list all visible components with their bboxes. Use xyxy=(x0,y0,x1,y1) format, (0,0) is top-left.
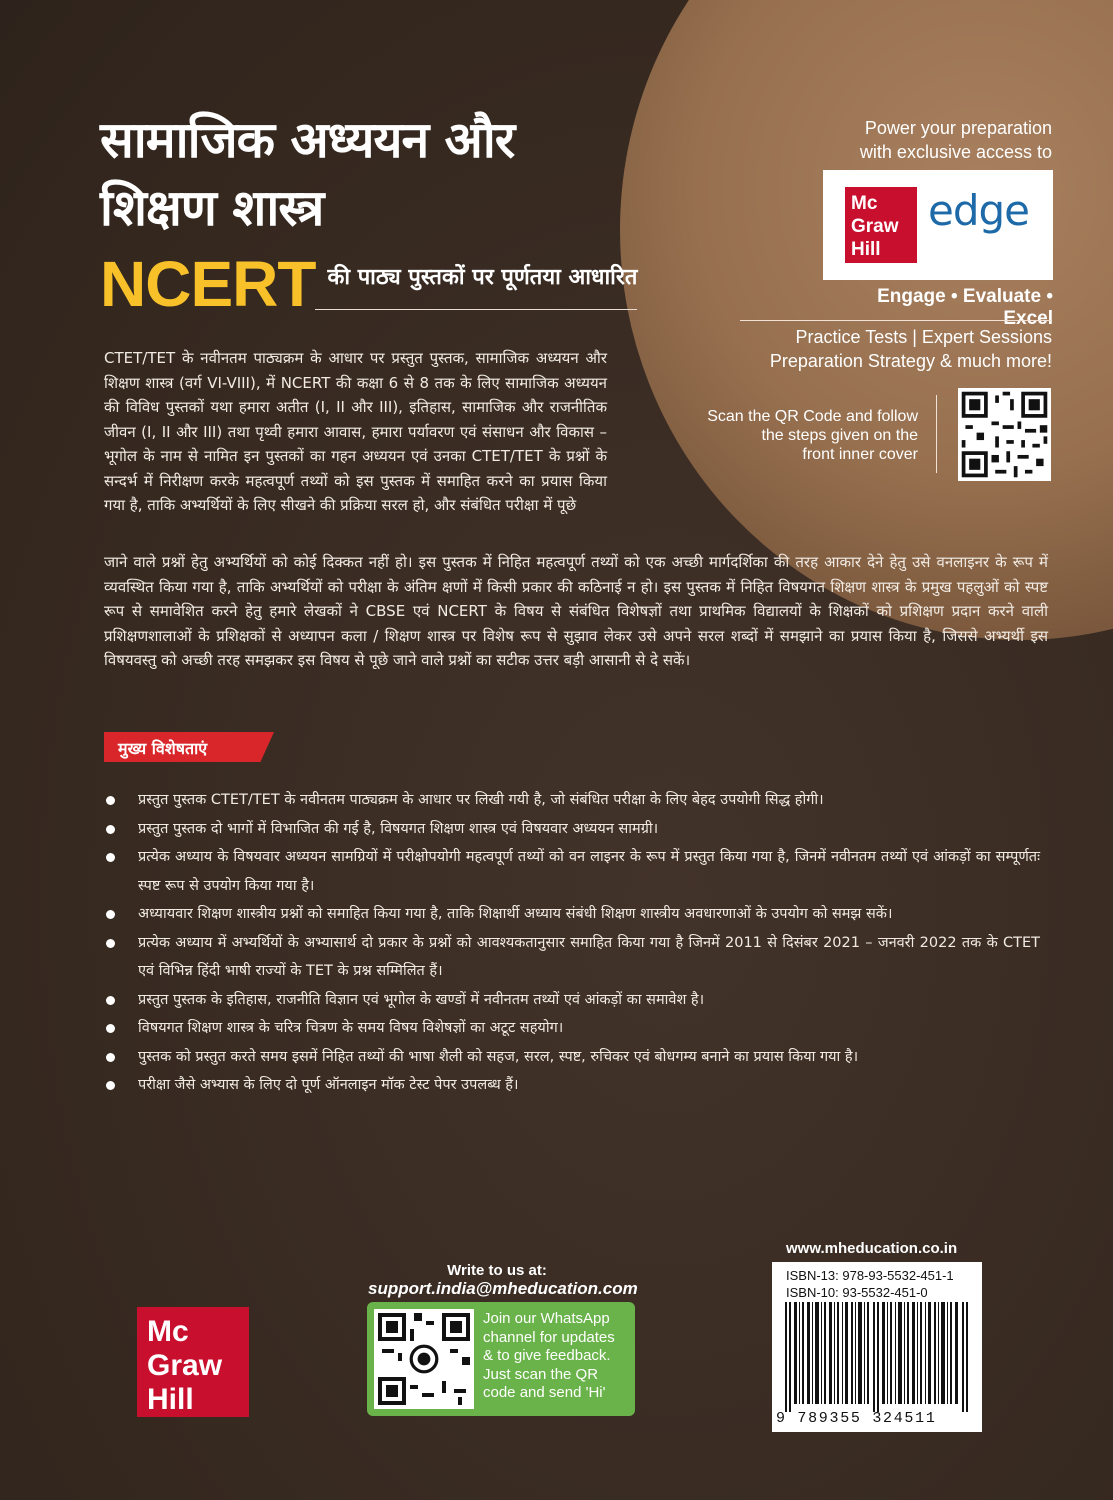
list-item-text: प्रस्तुत पुस्तक के इतिहास, राजनीति विज्ञान एवं भूगोल के खण्डों में नवीनतम तथ्यों एवं आंकड़ों का समावेश है। xyxy=(138,991,705,1008)
description-part-1: CTET/TET के नवीनतम पाठ्यक्रम के आधार पर प्रस्तुत पुस्तक, सामाजिक अध्ययन और शिक्षण शास्त्र (वर्ग VI-VIII), में NCERT की कक्षा 6 से 8 तक के लिए सामाजिक अध्ययन की विविध पुस्तकों यथा हमारा अतीत (I, II और III), इतिहास, सामाजिक और राजनीतिक जीवन (I, II और III) तथा पृथ्वी हमारा आवास, हमारा पर्यावरण एवं संसाधन और विकास – भूगोल के नाम से नामित इन पुस्तकों का गहन अध्ययन एवं उनका CTET/TET के प्रश्नों के सन्दर्भ में निरीक्षण करके महत्वपूर्ण तथ्यों को इस पुस्तक में समाहित करने का प्रयास किया गया है, ताकि अभ्यर्थियों के लिए सीखने की प्रक्रिया सरल हो, और संबंधित परीक्षा में पूछे xyxy=(104,349,607,514)
promo-intro-line-1: Power your preparation xyxy=(864,118,1052,138)
isbn-13: ISBN-13: 978-93-5532-451-1 xyxy=(786,1268,954,1283)
list-item xyxy=(104,1071,1040,1100)
list-item xyxy=(104,1043,1040,1072)
bullet-icon xyxy=(106,825,115,834)
bullet-icon xyxy=(106,1053,115,1062)
subtitle-text: की पाठ्य पुस्तकों पर पूर्णतया आधारित xyxy=(315,261,637,310)
scan-instructions xyxy=(682,407,918,464)
website-link[interactable]: www.mheducation.co.in xyxy=(786,1240,958,1257)
list-item-text: प्रत्येक अध्याय के विषयवार अध्ययन सामग्रियों में परीक्षोपयोगी महत्वपूर्ण तथ्यों को वन लाइनर के रूप में प्रस्तुत किया गया है, जिनमें नवीनतम तथ्यों एवं आंकड़ों का सम्पूर्णतः स्पष्ट रूप से उपयोग किया गया है। xyxy=(138,849,1040,894)
edge-features-line-2: Preparation Strategy & much more! xyxy=(769,351,1052,371)
edge-features xyxy=(740,320,1052,373)
mcgraw-hill-mini-logo xyxy=(845,187,917,263)
bullet-icon xyxy=(106,996,115,1005)
bullet-icon xyxy=(106,910,115,919)
edge-qr-code[interactable] xyxy=(958,388,1051,481)
list-item xyxy=(104,815,1040,844)
subtitle xyxy=(100,248,638,320)
list-item-text: परीक्षा जैसे अभ्यास के लिए दो पूर्ण ऑनलाइन मॉक टेस्ट पेपर उपलब्ध हैं। xyxy=(138,1077,519,1093)
whatsapp-qr-code[interactable] xyxy=(374,1309,474,1409)
whatsapp-line-5: code and send 'Hi' xyxy=(483,1384,606,1401)
whatsapp-instructions xyxy=(483,1310,633,1403)
list-item-text: प्रस्तुत पुस्तक CTET/TET के नवीनतम पाठ्यक्रम के आधार पर लिखी गयी है, जो संबंधित परीक्षा के लिए बेहद उपयोगी सिद्ध होगी। xyxy=(138,792,824,808)
write-to-us-label: Write to us at: xyxy=(447,1262,547,1279)
list-item xyxy=(104,900,1040,929)
title-line-2: शिक्षण शास्त्र xyxy=(100,179,324,237)
mcgraw-hill-logo xyxy=(137,1307,249,1417)
logo-graw: Graw xyxy=(147,1349,223,1382)
scan-line-2: the steps given on the xyxy=(761,427,918,444)
edge-features-line-1: Practice Tests | Expert Sessions xyxy=(795,327,1052,347)
book-title xyxy=(100,106,514,242)
scan-line-3: front inner cover xyxy=(802,446,918,463)
mini-logo-mc: Mc xyxy=(851,193,878,214)
bullet-icon xyxy=(106,939,115,948)
whatsapp-line-4: Just scan the QR xyxy=(483,1365,599,1383)
bullet-icon xyxy=(106,853,115,862)
divider xyxy=(936,395,937,473)
list-item-text: अध्यायवार शिक्षण शास्त्रीय प्रश्नों को समाहित किया गया है, ताकि शिक्षार्थी अध्याय संबंधी शिक्षण शास्त्रीय अवधारणाओं के उपयोग को समझ सकें। xyxy=(138,906,893,922)
list-item-text: विषयगत शिक्षण शास्त्र के चरित्र चित्रण के समय विषय विशेषज्ञों का अटूट सहयोग। xyxy=(138,1020,564,1036)
list-item xyxy=(104,1014,1040,1043)
edge-logo-word: edge xyxy=(928,186,1029,235)
edge-tagline: Engage • Evaluate • Excel xyxy=(877,286,1053,329)
barcode xyxy=(785,1302,970,1412)
support-email-link[interactable]: support.india@mheducation.com xyxy=(368,1279,638,1298)
bullet-icon xyxy=(106,1081,115,1090)
features-list xyxy=(104,786,1040,1100)
logo-hill: Hill xyxy=(147,1383,194,1416)
barcode-digits: 9 789355 324511 xyxy=(776,1410,937,1427)
list-item-text: प्रस्तुत पुस्तक दो भागों में विभाजित की गई है, विषयगत शिक्षण शास्त्र एवं विषयवार अध्ययन सामग्री। xyxy=(138,820,659,837)
promo-intro-line-2: with exclusive access to xyxy=(859,142,1052,162)
list-item-text: प्रत्येक अध्याय में अभ्यर्थियों के अभ्यासार्थ दो प्रकार के प्रश्नों को आवश्यकतानुसार समाहित किया गया है जिनमें 2011 से दिसंबर 2021 – जनवरी 2022 तक के CTET एवं विभिन्न हिंदी भाषी राज्यों के TET के प्रश्न सम्मिलित हैं। xyxy=(138,934,1040,979)
bullet-icon xyxy=(106,796,115,805)
title-line-1: सामाजिक अध्ययन और xyxy=(100,111,515,169)
whatsapp-line-1: Join our WhatsApp xyxy=(483,1310,610,1327)
mini-logo-graw: Graw xyxy=(851,216,899,237)
list-item-text: पुस्तक को प्रस्तुत करते समय इसमें निहित तथ्यों की भाषा शैली को सहज, सरल, स्पष्ट, रुचिकर एवं बोधगम्य बनाने का प्रयास किया गया है। xyxy=(138,1048,859,1065)
list-item xyxy=(104,786,1040,815)
mini-logo-hill: Hill xyxy=(851,239,881,260)
features-heading: मुख्य विशेषताएं xyxy=(118,739,208,758)
isbn-10: ISBN-10: 93-5532-451-0 xyxy=(786,1285,928,1300)
description-part-2: जाने वाले प्रश्नों हेतु अभ्यर्थियों को कोई दिक्कत नहीं हो। इस पुस्तक में निहित महत्वपूर्ण तथ्यों को एक अच्छी मार्गदर्शिका की तरह आकार देने हेतु उसे वनलाइनर के रूप में व्यवस्थित किया गया है, ताकि अभ्यर्थियों को परीक्षा के अंतिम क्षणों में किसी प्रकार की कठिनाई न हो। इस पुस्तक में निहित विषयगत शिक्षण शास्त्र के प्रमुख पहलुओं को स्पष्ट रूप से समावेशित करने हेतु हमारे लेखकों ने CBSE एवं NCERT के विषय से संबंधित विशेषज्ञों तथा प्राथमिक विद्यालयों के शिक्षकों को प्रशिक्षण प्रदान करने वाली प्रशिक्षणशालाओं के प्रशिक्षकों से अध्यापन कला / शिक्षण शास्त्र पर विशेष रूप से सुझाव लेकर उसे अपने सरल शब्दों में समझाने का प्रयास किया है, जिससे अभ्यर्थी इस विषयवस्तु को अच्छी तरह समझकर इस विषय से पूछे जाने वाले प्रश्नों का सटीक उत्तर बड़ी आसानी से दे सकें। xyxy=(104,553,1048,669)
logo-mc: Mc xyxy=(147,1315,189,1348)
ncert-brand: NCERT xyxy=(100,248,316,320)
list-item xyxy=(104,929,1040,986)
scan-line-1: Scan the QR Code and follow xyxy=(707,408,918,425)
edge-promo-intro xyxy=(740,116,1052,164)
list-item xyxy=(104,986,1040,1015)
whatsapp-line-3: & to give feedback. xyxy=(483,1347,611,1364)
bullet-icon xyxy=(106,1024,115,1033)
whatsapp-line-2: channel for updates xyxy=(483,1328,615,1346)
list-item xyxy=(104,843,1040,900)
